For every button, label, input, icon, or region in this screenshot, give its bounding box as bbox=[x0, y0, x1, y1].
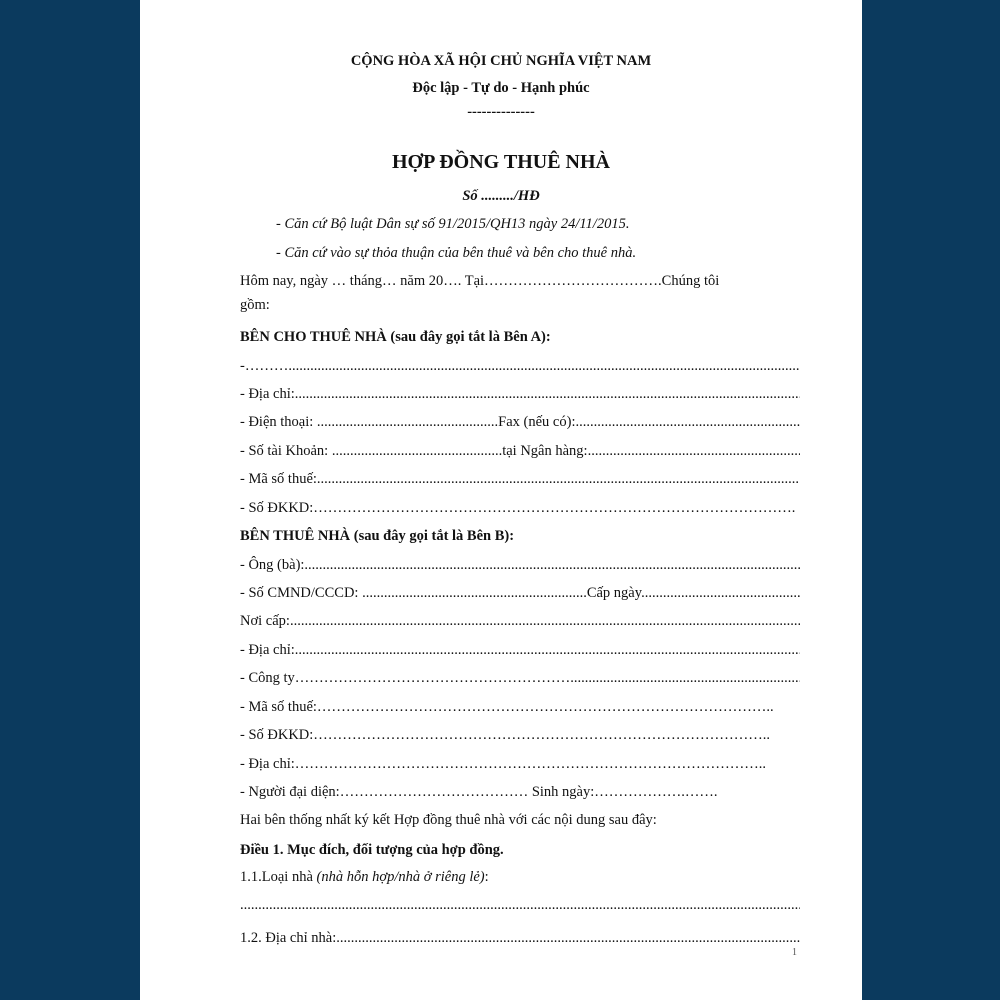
party-a-phone-field: - Điện thoại: ..................................................Fax (nếu có): ..... bbox=[240, 413, 800, 431]
party-b-business-reg-field: - Số ĐKKD:………………………………………………………………………………….. bbox=[240, 727, 771, 743]
party-b-heading: BÊN THUÊ NHÀ (sau đây gọi tắt là Bên B): bbox=[240, 528, 515, 544]
party-a-bank-account-field: - Số tài Khoản: ...............................................tại Ngân hàng: ..... bbox=[240, 442, 800, 460]
party-b-id-field: - Số CMND/CCCD: ..............................................................Cấp ngày ..... bbox=[240, 584, 800, 602]
intro-line: Hôm nay, ngày … tháng… năm 20…. Tại……………………………….Chúng tôi bbox=[240, 273, 720, 289]
article-1-item-1: 1.1.Loại nhà (nhà hỗn hợp/nhà ở riêng lẻ): bbox=[240, 869, 489, 885]
header-rule: -------------- bbox=[467, 104, 535, 120]
party-b-representative-field: - Người đại diện:………………………………… Sinh ngày:……………….……. bbox=[240, 784, 718, 800]
document-page bbox=[140, 0, 862, 1000]
party-a-name-field: -……… ..... bbox=[240, 357, 800, 375]
legal-basis-1: - Căn cứ Bộ luật Dân sự số 91/2015/QH13 ngày 24/11/2015. bbox=[276, 216, 630, 232]
intro-line-cont: gồm: bbox=[240, 297, 270, 313]
issue-date-label: Cấp ngày ..... bbox=[587, 585, 800, 601]
party-b-company-field: - Công ty………………………………………………… ..... bbox=[240, 669, 800, 687]
party-a-tax-code-field: - Mã số thuế: ..... bbox=[240, 470, 800, 488]
bank-label: tại Ngân hàng: ..... bbox=[502, 443, 800, 459]
birth-date-label: Sinh ngày:……………….……. bbox=[531, 784, 718, 800]
party-a-heading: BÊN CHO THUÊ NHÀ (sau đây gọi tắt là Bên A): bbox=[240, 329, 551, 345]
party-b-tax-code-field: - Mã số thuế:………………………………………………………………………………….. bbox=[240, 699, 774, 715]
party-b-issue-place-field: Nơi cấp: ..... bbox=[240, 612, 800, 630]
party-b-company-address-field: - Địa chỉ:…………………………………………………………………………………….. bbox=[240, 756, 767, 772]
article-1-heading: Điều 1. Mục đích, đối tượng của hợp đồng. bbox=[240, 842, 504, 858]
contract-number: Số ........./HĐ bbox=[462, 188, 540, 204]
national-title: CỘNG HÒA XÃ HỘI CHỦ NGHĨA VIỆT NAM bbox=[350, 53, 652, 69]
house-type-note: (nhà hỗn hợp/nhà ở riêng lẻ) bbox=[316, 869, 485, 885]
house-type-fill-line bbox=[240, 896, 800, 914]
fax-label: Fax (nếu có): ..... bbox=[498, 414, 800, 430]
party-a-address-field: - Địa chỉ: ..... bbox=[240, 385, 800, 403]
legal-basis-2: - Căn cứ vào sự thỏa thuận của bên thuê và bên cho thuê nhà. bbox=[276, 245, 637, 261]
agreement-statement: Hai bên thống nhất ký kết Hợp đồng thuê nhà với các nội dung sau đây: bbox=[240, 812, 657, 828]
page-number: 1 bbox=[792, 947, 797, 958]
party-a-business-reg-field: - Số ĐKKD:………………………………………………………………………………………. bbox=[240, 500, 796, 516]
contract-title: HỢP ĐỒNG THUÊ NHÀ bbox=[392, 151, 610, 173]
article-1-item-2: 1.2. Địa chỉ nhà: ..... bbox=[240, 929, 800, 947]
motto: Độc lập - Tự do - Hạnh phúc bbox=[412, 80, 590, 96]
party-b-name-field: - Ông (bà): ..... bbox=[240, 556, 800, 574]
party-b-address-field: - Địa chỉ: ..... bbox=[240, 641, 800, 659]
